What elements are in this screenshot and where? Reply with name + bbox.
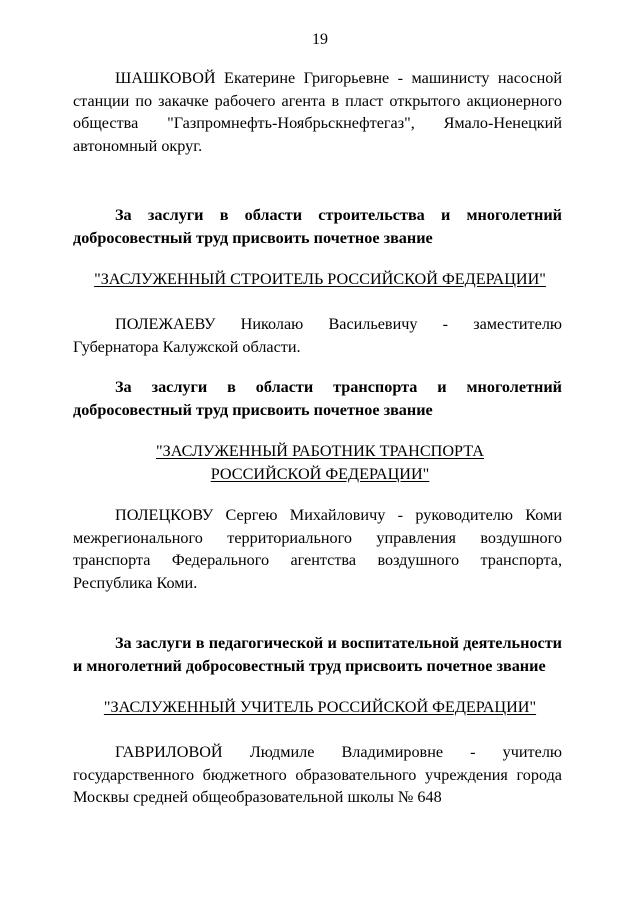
merit-statement-construction [73,204,562,249]
merit-statement-transport [73,376,562,421]
honorary-title-transport [0,440,640,485]
merit-paragraph: За заслуги в педагогической и воспитательной деятельности и многолетний добросовестный труд присвоить почетное звание [73,634,562,675]
recipient-paragraph: ПОЛЕЦКОВУ Сергею Михайловичу - руководителю Коми межрегионального территориального управления воздушного транспорта Федерального агентства воздушного транспорта, Республика Коми. [73,506,562,592]
title-line: "ЗАСЛУЖЕННЫЙ УЧИТЕЛЬ РОССИЙСКОЙ ФЕДЕРАЦИИ" [103,698,537,716]
title-line: "ЗАСЛУЖЕННЫЙ РАБОТНИК ТРАНСПОРТА [155,442,484,460]
recipient-paragraph: ШАШКОВОЙ Екатерине Григорьевне - машинисту насосной станции по закачке рабочего агента в пласт открытого акционерного общества "Газпромнефть-Ноябрьскнефтегаз", Ямало-Ненецкий автономный округ. [73,69,562,155]
award-recipient-gavrilova [73,741,562,809]
award-recipient-polezhaev [73,313,562,358]
recipient-paragraph: ПОЛЕЖАЕВУ Николаю Васильевичу - заместителю Губернатора Калужской области. [73,315,562,356]
award-recipient-poletskov [73,504,562,594]
title-line: "ЗАСЛУЖЕННЫЙ СТРОИТЕЛЬ РОССИЙСКОЙ ФЕДЕРАЦИИ" [94,270,546,288]
merit-paragraph: За заслуги в области транспорта и многолетний добросовестный труд присвоить почетное звание [73,378,562,419]
honorary-title-construction [0,268,640,291]
honorary-title-teacher [0,696,640,719]
merit-paragraph: За заслуги в области строительства и многолетний добросовестный труд присвоить почетное звание [73,206,562,247]
page-number: 19 [312,31,328,48]
title-line: РОССИЙСКОЙ ФЕДЕРАЦИИ" [210,464,430,483]
recipient-paragraph: ГАВРИЛОВОЙ Людмиле Владимировне - учителю государственного бюджетного образовательного учреждения города Москвы средней общеобразовательной школы № 648 [73,743,562,806]
award-recipient-shashkova [73,67,562,157]
merit-statement-teacher [73,632,562,677]
